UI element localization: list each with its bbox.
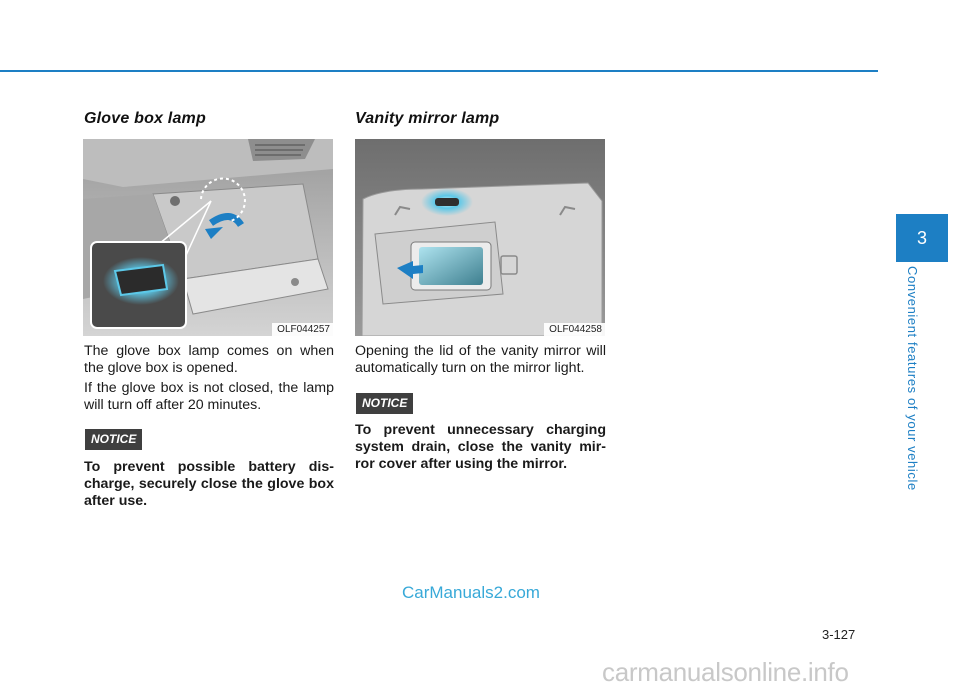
glove-box-lamp-heading: Glove box lamp bbox=[84, 110, 206, 127]
glove-box-notice-text: To prevent possible battery dis- charge, securely close the glove box after use. bbox=[84, 459, 334, 509]
notice-badge: NOTICE bbox=[356, 393, 413, 414]
figure-code: OLF044257 bbox=[272, 323, 333, 336]
vanity-mirror-lamp-heading: Vanity mirror lamp bbox=[355, 110, 500, 127]
glove-box-paragraph-1: The glove box lamp comes on when the glove box is opened. bbox=[84, 343, 334, 376]
vanity-mirror-notice-text: To prevent unnecessary charging system drain, close the vanity mir- ror cover after using the mirror. bbox=[355, 422, 606, 472]
vanity-mirror-lamp-figure bbox=[355, 139, 605, 336]
chapter-number-tab: 3 bbox=[896, 214, 948, 262]
watermark-footer: carmanualsonline.info bbox=[602, 657, 849, 687]
glove-box-lamp-figure bbox=[83, 139, 333, 336]
top-divider bbox=[0, 70, 878, 72]
figure-code: OLF044258 bbox=[544, 323, 605, 336]
page-number: 3-127 bbox=[822, 627, 856, 642]
chapter-title: Convenient features of your vehicle bbox=[905, 266, 920, 491]
vanity-mirror-paragraph-1: Opening the lid of the vanity mirror will automatically turn on the mirror light. bbox=[355, 343, 606, 376]
glove-box-paragraph-2: If the glove box is not closed, the lamp will turn off after 20 minutes. bbox=[84, 380, 334, 413]
notice-badge: NOTICE bbox=[85, 429, 142, 450]
watermark-link[interactable]: CarManuals2.com bbox=[402, 583, 540, 602]
